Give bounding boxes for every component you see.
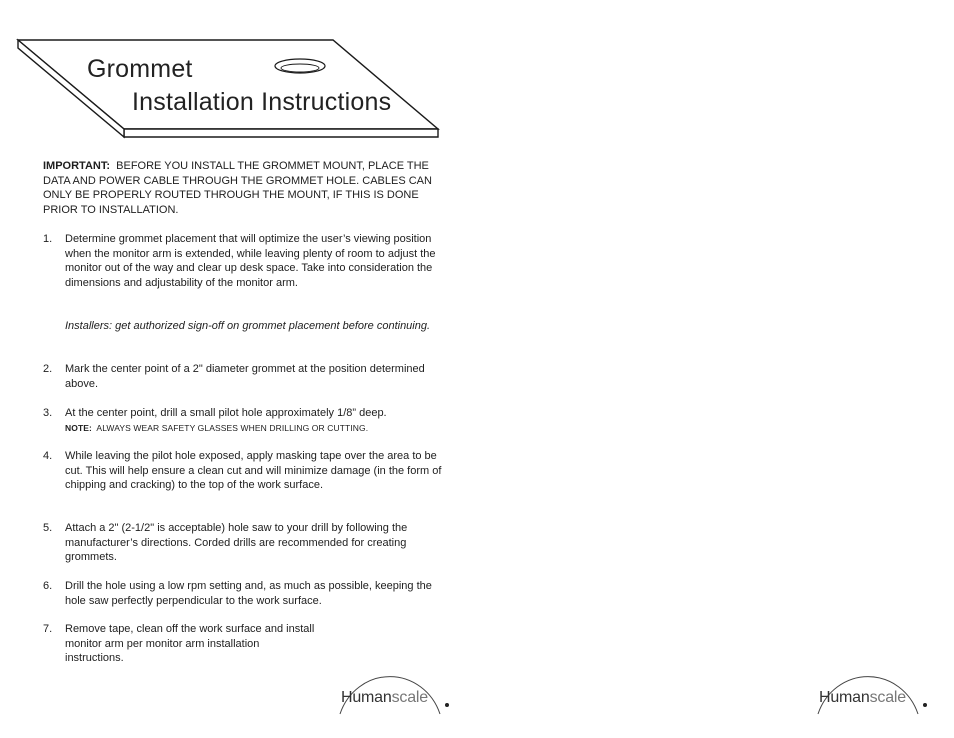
note-text: ALWAYS WEAR SAFETY GLASSES WHEN DRILLING OR CUTTING.	[96, 422, 369, 433]
title-line-2: Installation Instructions	[132, 88, 392, 116]
step-number: 6.	[43, 580, 53, 592]
step-text: Attach a 2" (2-1/2" is acceptable) hole saw to your drill by following the manufacturer’s directions. Corded drills are recommended for creating grommets.	[65, 522, 408, 564]
step-number: 4.	[43, 450, 53, 462]
step-number: 1.	[43, 233, 53, 245]
step-text: Determine grommet placement that will optimize the user’s viewing position when the monitor arm is extended, while leaving plenty of room to adjust the monitor out of the way and clear up desk space. Take into consideration the dimensions and adjustability of the monitor arm.	[65, 233, 436, 289]
step-text: While leaving the pilot hole exposed, apply masking tape over the area to be cut. This will help ensure a clean cut and will minimize damage (in the form of chipping and cracking) to the top of the work surface.	[65, 450, 442, 492]
step-number: 5.	[43, 522, 53, 534]
humanscale-logo	[812, 652, 942, 722]
step-number: 2.	[43, 363, 53, 375]
logo-wordmark: Humanscale	[819, 689, 906, 706]
desk-illustration	[0, 0, 460, 145]
step-3-text: At the center point, drill a small pilot hole approximately 1/8” deep.	[65, 407, 387, 419]
step-text: Mark the center point of a 2" diameter grommet at the position determined above.	[65, 363, 425, 390]
step-text: Drill the hole using a low rpm setting and, as much as possible, keeping the hole saw perfectly perpendicular to the work surface.	[65, 580, 432, 607]
logo-wordmark: Humanscale	[341, 689, 428, 706]
title-line-1: Grommet	[87, 55, 193, 83]
step-text	[65, 406, 443, 435]
note-label: NOTE:	[65, 422, 92, 433]
step-number: 7.	[43, 623, 53, 635]
safety-note	[65, 423, 368, 433]
step-text: Remove tape, clean off the work surface and install monitor arm per monitor arm installation instructions.	[65, 623, 315, 665]
installer-note-text: Installers: get authorized sign-off on grommet placement before continuing.	[65, 320, 431, 332]
step-number: 3.	[43, 407, 53, 419]
humanscale-logo	[334, 652, 464, 722]
important-notice	[43, 159, 443, 217]
important-text: BEFORE YOU INSTALL THE GROMMET MOUNT, PLACE THE DATA AND POWER CABLE THROUGH THE GROMMET HOLE. CABLES CAN ONLY BE PROPERLY ROUTED THROUGH THE MOUNT, IF THIS IS DONE PRIOR TO INSTALLATION.	[43, 160, 432, 216]
grommet-hole-icon	[275, 59, 325, 73]
important-label: IMPORTANT:	[43, 160, 111, 172]
